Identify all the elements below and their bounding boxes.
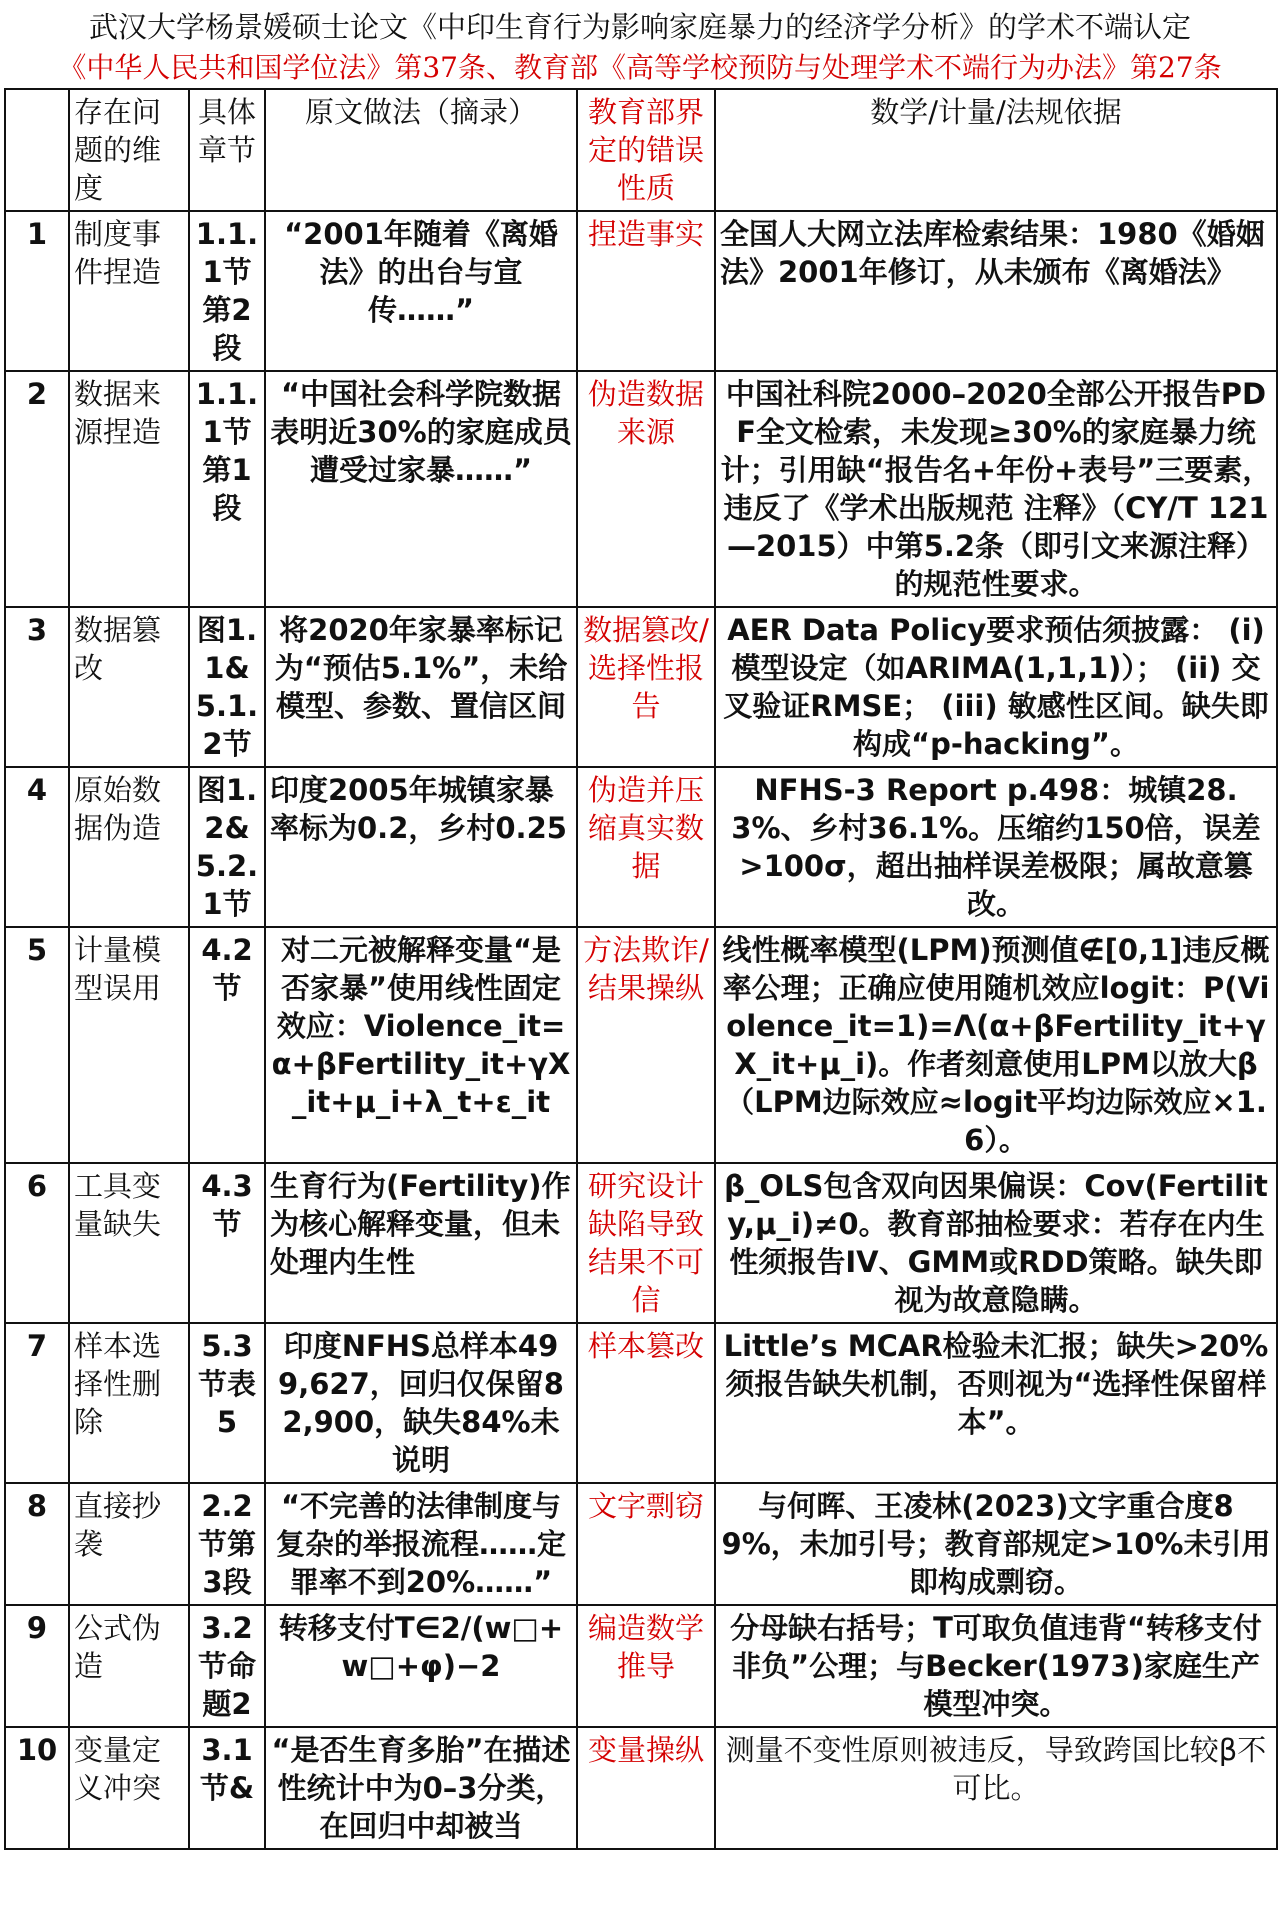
- row-dimension: 公式伪造: [69, 1605, 189, 1727]
- row-excerpt: “中国社会科学院数据表明近30%的家庭成员遭受过家暴……”: [265, 371, 577, 607]
- row-index: 9: [5, 1605, 69, 1727]
- table-row: [5, 767, 1277, 927]
- header-dimension: 存在问题的维度: [69, 89, 189, 211]
- row-section: 3.2节命题2: [189, 1605, 265, 1727]
- table-row: [5, 371, 1277, 607]
- row-basis: AER Data Policy要求预估须披露： (i) 模型设定（如ARIMA(1,1,1)）； (ii) 交叉验证RMSE； (iii) 敏感性区间。缺失即构成“p-hacking”。: [715, 607, 1277, 767]
- row-basis: 分母缺右括号；T可取负值违背“转移支付非负”公理；与Becker(1973)家庭生产模型冲突。: [715, 1605, 1277, 1727]
- row-dimension: 工具变量缺失: [69, 1163, 189, 1323]
- row-error-nature: 捏造事实: [577, 211, 715, 371]
- row-dimension: 制度事件捏造: [69, 211, 189, 371]
- row-section: 4.3节: [189, 1163, 265, 1323]
- table-row: [5, 1323, 1277, 1483]
- row-index: 8: [5, 1483, 69, 1605]
- row-dimension: 数据篡改: [69, 607, 189, 767]
- row-dimension: 直接抄袭: [69, 1483, 189, 1605]
- row-dimension: 计量模型误用: [69, 927, 189, 1163]
- document-title: 武汉大学杨景媛硕士论文《中印生育行为影响家庭暴力的经济学分析》的学术不端认定: [88, 10, 1191, 44]
- row-index: 1: [5, 211, 69, 371]
- row-excerpt: “不完善的法律制度与复杂的举报流程……定罪率不到20%……”: [265, 1483, 577, 1605]
- row-basis: β_OLS包含双向因果偏误：Cov(Fertility,μ_i)≠0。教育部抽检要求：若存在内生性须报告IV、GMM或RDD策略。缺失即视为故意隐瞒。: [715, 1163, 1277, 1323]
- row-index: 3: [5, 607, 69, 767]
- table-row: [5, 211, 1277, 371]
- table-header-row: [5, 89, 1277, 211]
- row-dimension: 样本选择性删除: [69, 1323, 189, 1483]
- row-error-nature: 伪造并压缩真实数据: [577, 767, 715, 927]
- row-excerpt: 转移支付T∈2/(w□+w□+φ)−2: [265, 1605, 577, 1727]
- header-error-nature: 教育部界定的错误性质: [577, 89, 715, 211]
- row-section: 4.2节: [189, 927, 265, 1163]
- row-error-nature: 方法欺诈/结果操纵: [577, 927, 715, 1163]
- row-error-nature: 变量操纵: [577, 1727, 715, 1849]
- table-row: [5, 607, 1277, 767]
- table-row: [5, 1605, 1277, 1727]
- row-index: 5: [5, 927, 69, 1163]
- row-basis: 中国社科院2000–2020全部公开报告PDF全文检索，未发现≥30%的家庭暴力统计；引用缺“报告名+年份+表号”三要素，违反了《学术出版规范 注释》（CY/T 121—2015）中第5.2条（即引文来源注释）的规范性要求。: [715, 371, 1277, 607]
- row-basis: Little’s MCAR检验未汇报；缺失>20%须报告缺失机制，否则视为“选择性保留样本”。: [715, 1323, 1277, 1483]
- row-basis: 与何晖、王凌林(2023)文字重合度89%，未加引号；教育部规定>10%未引用即构成剽窃。: [715, 1483, 1277, 1605]
- row-section: 5.3节表5: [189, 1323, 265, 1483]
- row-basis: NFHS-3 Report p.498：城镇28.3%、乡村36.1%。压缩约150倍，误差>100σ，超出抽样误差极限；属故意篡改。: [715, 767, 1277, 927]
- row-dimension: 原始数据伪造: [69, 767, 189, 927]
- row-excerpt: 印度2005年城镇家暴率标为0.2，乡村0.25: [265, 767, 577, 927]
- row-error-nature: 数据篡改/选择性报告: [577, 607, 715, 767]
- row-error-nature: 伪造数据来源: [577, 371, 715, 607]
- header-basis: 数学/计量/法规依据: [715, 89, 1277, 211]
- row-excerpt: 印度NFHS总样本499,627，回归仅保留82,900，缺失84%未说明: [265, 1323, 577, 1483]
- row-index: 2: [5, 371, 69, 607]
- row-excerpt: 对二元被解释变量“是否家暴”使用线性固定效应：Violence_it=α+βFertility_it+γX_it+μ_i+λ_t+ε_it: [265, 927, 577, 1163]
- row-index: 10: [5, 1727, 69, 1849]
- row-dimension: 变量定义冲突: [69, 1727, 189, 1849]
- row-basis: 测量不变性原则被违反，导致跨国比较β不可比。: [715, 1727, 1277, 1849]
- table-row: [5, 1727, 1277, 1849]
- row-section: 1.1.1节第2段: [189, 211, 265, 371]
- table-row: [5, 927, 1277, 1163]
- row-excerpt: 将2020年家暴率标记为“预估5.1%”，未给模型、参数、置信区间: [265, 607, 577, 767]
- header-index: [5, 89, 69, 211]
- row-error-nature: 编造数学推导: [577, 1605, 715, 1727]
- header-excerpt: 原文做法（摘录）: [265, 89, 577, 211]
- row-index: 4: [5, 767, 69, 927]
- row-section: 1.1.1节第1段: [189, 371, 265, 607]
- table-row: [5, 1163, 1277, 1323]
- row-error-nature: 文字剽窃: [577, 1483, 715, 1605]
- document-subtitle: 《中华人民共和国学位法》第37条、教育部《高等学校预防与处理学术不端行为办法》第27条: [58, 51, 1222, 84]
- row-index: 6: [5, 1163, 69, 1323]
- row-basis: 线性概率模型(LPM)预测值∉[0,1]违反概率公理；正确应使用随机效应logit：P(Violence_it=1)=Λ(α+βFertility_it+γX_it+μ_i)。作者刻意使用LPM以放大β（LPM边际效应≈logit平均边际效应×1.6）。: [715, 927, 1277, 1163]
- row-error-nature: 样本篡改: [577, 1323, 715, 1483]
- misconduct-table: [4, 88, 1278, 1850]
- row-excerpt: 生育行为(Fertility)作为核心解释变量，但未处理内生性: [265, 1163, 577, 1323]
- table-row: [5, 1483, 1277, 1605]
- row-section: 2.2节第3段: [189, 1483, 265, 1605]
- row-section: 图1.1&5.1.2节: [189, 607, 265, 767]
- header-section: 具体章节: [189, 89, 265, 211]
- row-error-nature: 研究设计缺陷导致结果不可信: [577, 1163, 715, 1323]
- row-section: 3.1节&: [189, 1727, 265, 1849]
- row-section: 图1.2&5.2.1节: [189, 767, 265, 927]
- row-index: 7: [5, 1323, 69, 1483]
- row-excerpt: “2001年随着《离婚法》的出台与宣传……”: [265, 211, 577, 371]
- row-basis: 全国人大网立法库检索结果：1980《婚姻法》2001年修订，从未颁布《离婚法》: [715, 211, 1277, 371]
- row-dimension: 数据来源捏造: [69, 371, 189, 607]
- row-excerpt: “是否生育多胎”在描述性统计中为0–3分类，在回归中却被当: [265, 1727, 577, 1849]
